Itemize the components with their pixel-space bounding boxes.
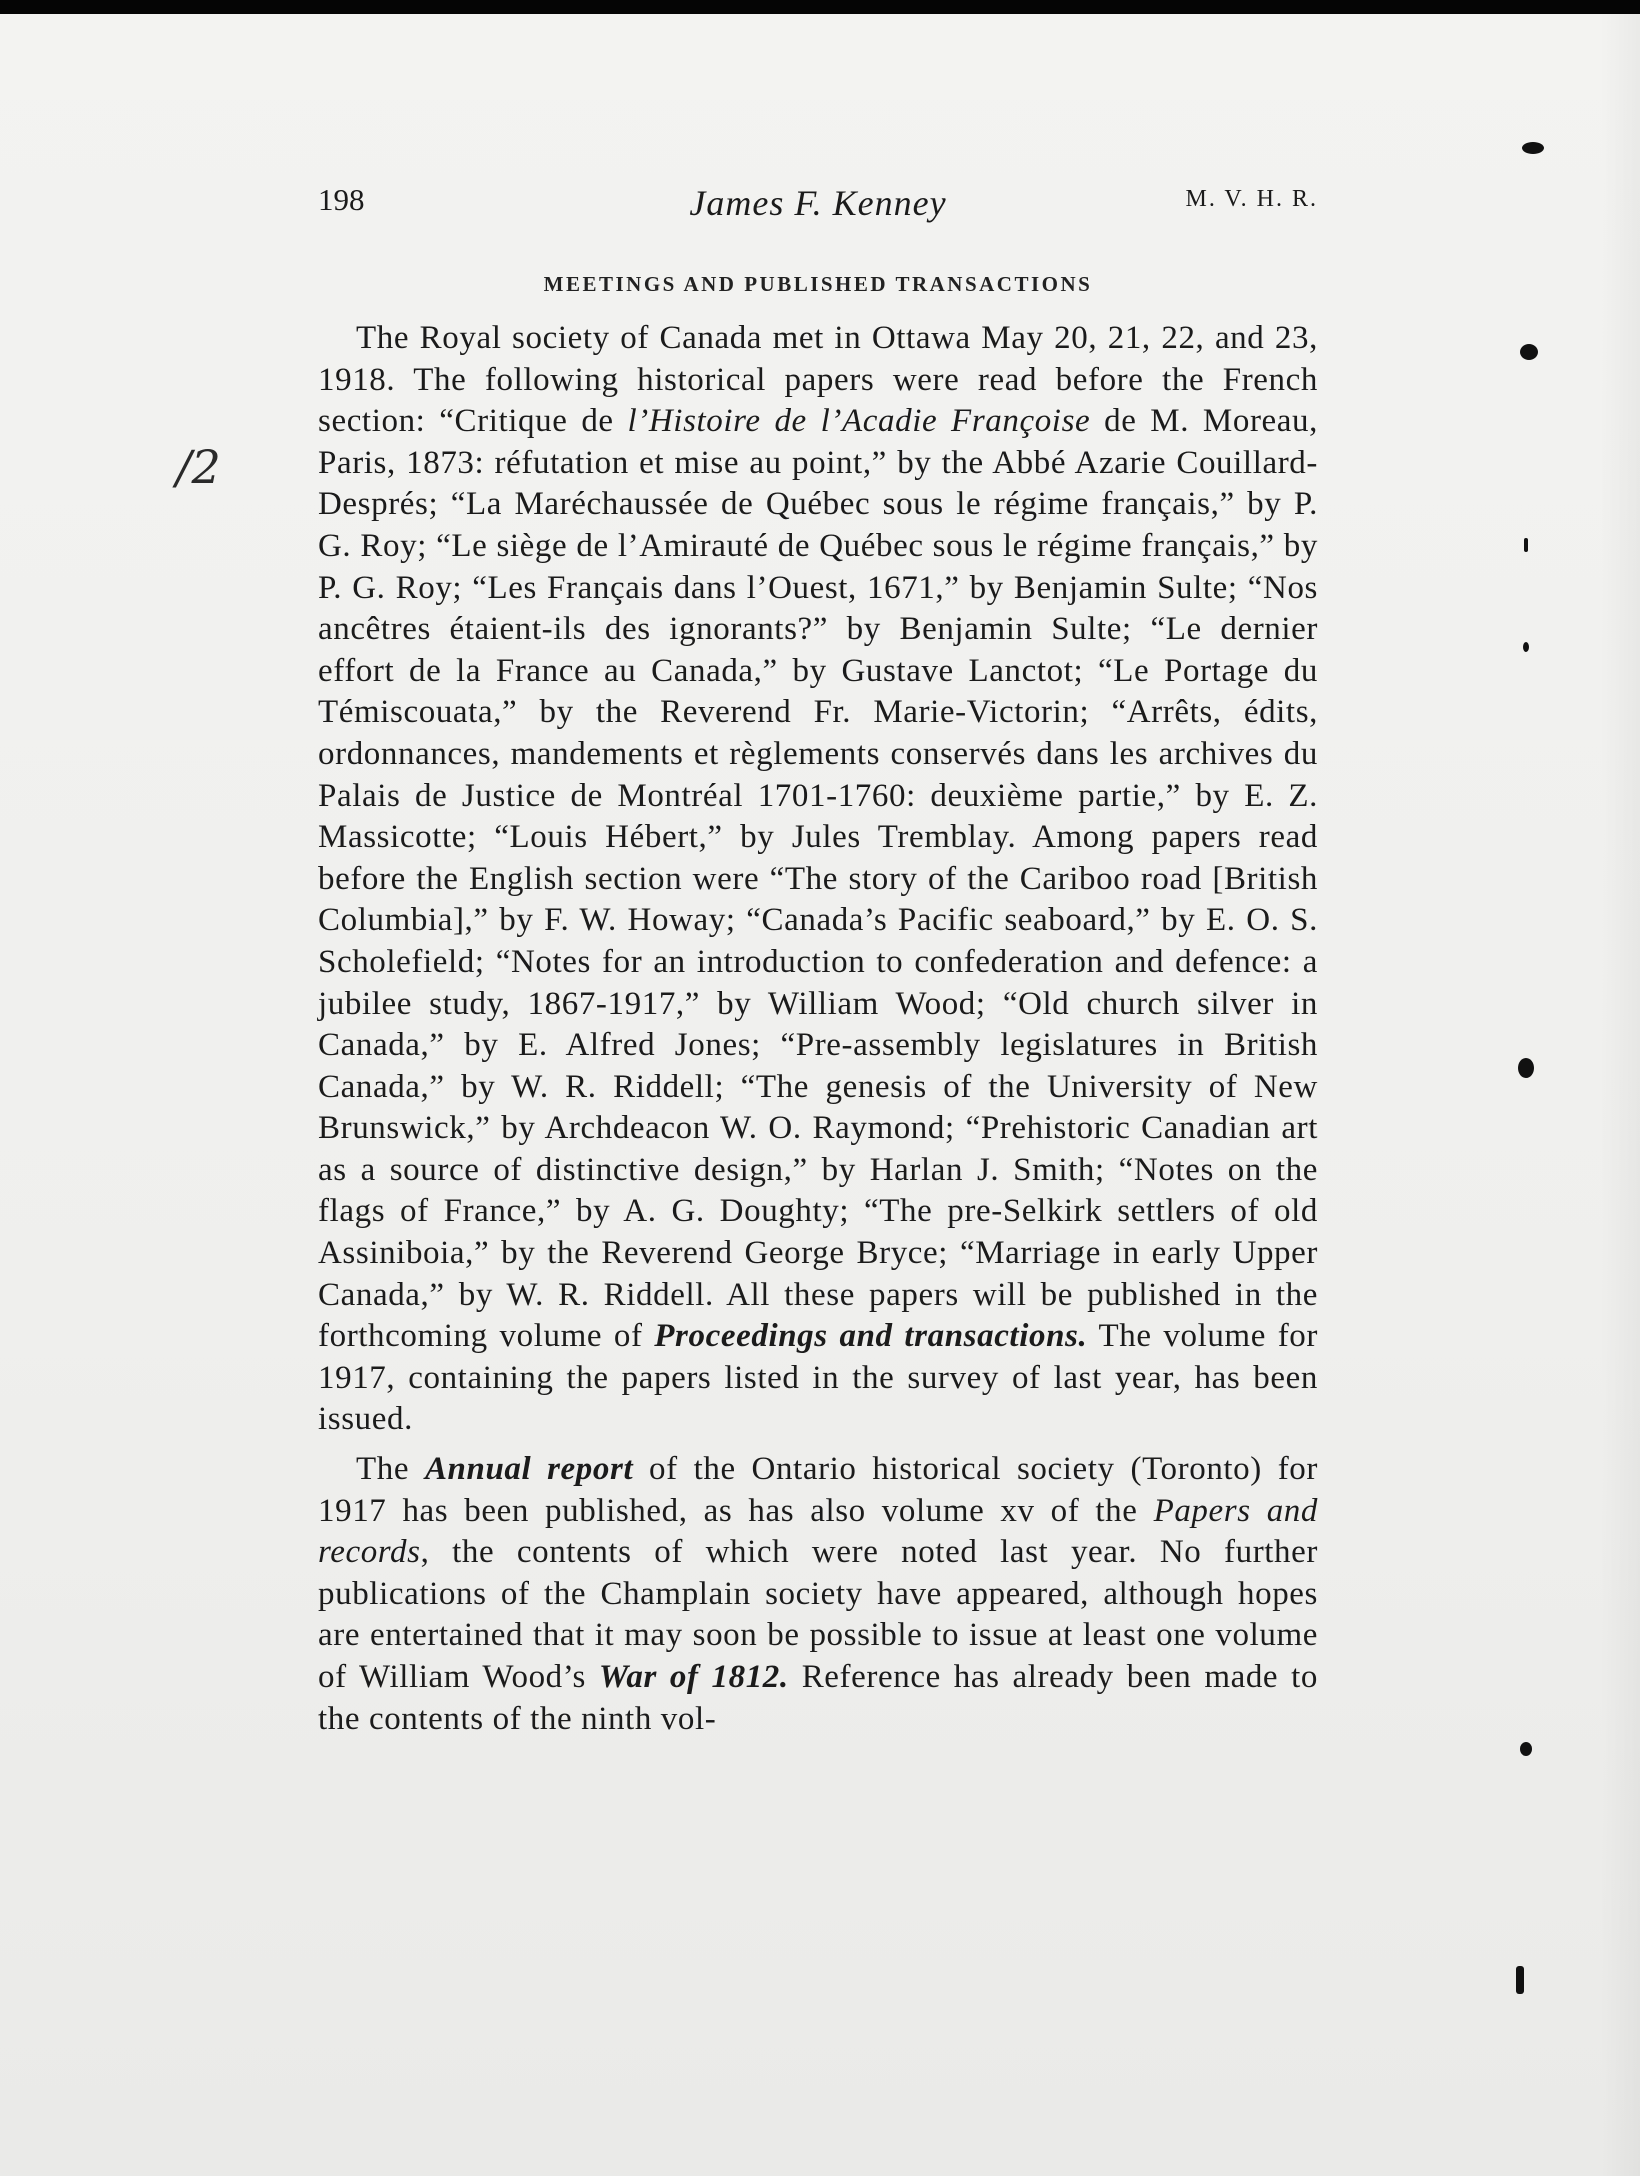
- paragraph-ontario-society: [318, 1449, 1318, 1740]
- italic-title: l’Histoire de l’Acadie Françoise: [627, 403, 1091, 440]
- scan-speck: [1524, 538, 1528, 552]
- scan-speck: [1520, 344, 1538, 360]
- text-run: “Critique de: [439, 403, 628, 440]
- page-number: 198: [318, 182, 365, 217]
- text-run: , the contents of which were noted last year. No further publications of the Champlain society have appeared, although hopes are entertained that it may soon be possible to issue at least one volume of William Wood’s: [318, 1534, 1318, 1695]
- scan-speck: [1522, 142, 1544, 154]
- section-heading: MEETINGS AND PUBLISHED TRANSACTIONS: [543, 272, 1093, 296]
- running-title: James F. Kenney: [689, 183, 947, 223]
- handwritten-margin-note: /2: [176, 440, 221, 494]
- scan-speck: [1516, 1966, 1524, 1994]
- paragraph-royal-society: [318, 318, 1318, 1441]
- italic-title: Proceedings and transactions.: [654, 1318, 1088, 1355]
- page-header: [318, 182, 1318, 232]
- scan-speck: [1518, 1058, 1534, 1078]
- italic-title: Papers and records: [318, 1492, 1318, 1571]
- scan-right-edge-shadow: [1600, 14, 1640, 2176]
- scan-top-border: [0, 0, 1640, 14]
- text-run: de M. Moreau, Paris, 1873: réfutation et mise au point,” by the Abbé Azarie Couillard-Després; “La Maréchaussée de Québec sous le régime français,” by P. G. Roy; “Le siège de l’Amirauté de Québec sous le régime français,” by P. G. Roy; “Les Français dans l’Ouest, 1671,” by Benjamin Sulte; “Nos ancêtres étaient-ils des ignorants?” by Benjamin Sulte; “Le dernier effort de la France au Canada,” by Gustave Lanctot; “Le Portage du Témiscouata,” by the Reverend Fr. Marie-Victorin; “Arrêts, édits, ordonnances, mandements et règlements conservés dans les archives du Palais de Justice de Montréal 1701-1760: deuxième partie,” by E. Z. Massicotte; “Louis Hébert,” by Jules Tremblay. Among papers read before the English section were “The story of the Cariboo road [British Columbia],” by F. W. Howay; “Canada’s Pacific seaboard,” by E. O. S. Scholefield; “Notes for an introduction to confederation and defence: a jubilee study, 1867-1917,” by William Wood; “Old church silver in Canada,” by E. Alfred Jones; “Pre-assembly legislatures in British Canada,” by W. R. Riddell; “The genesis of the University of New Brunswick,” by Archdeacon W. O. Raymond; “Prehistoric Canadian art as a source of distinctive design,” by Harlan J. Smith; “Notes on the flags of France,” by A. G. Doughty; “The pre-Selkirk settlers of old Assiniboia,” by the Reverend George Bryce; “Marriage in early Upper Canada,” by W. R. Riddell. All these papers will be published in the forthcoming volume of: [318, 403, 1318, 1355]
- italic-title: War of 1812.: [598, 1659, 789, 1695]
- article-body: [318, 318, 1318, 1740]
- text-run: of the Ontario historical society (Toronto) for 1917 has been published, as has also volume xv of the: [318, 1451, 1318, 1529]
- scan-speck: [1523, 642, 1529, 652]
- scan-speck: [1520, 1742, 1532, 1756]
- italic-title: Annual report: [424, 1451, 634, 1488]
- text-run: The volume for 1917, containing the papers listed in the survey of last year, has been issued.: [318, 1318, 1318, 1438]
- journal-abbreviation: M. V. H. R.: [1185, 186, 1318, 212]
- text-run: Reference has already been made to the contents of the ninth vol-: [318, 1659, 1318, 1737]
- text-run: The Royal society of Canada met in Ottawa May 20, 21, 22, and 23, 1918. The following historical papers were read before the French section:: [318, 320, 1318, 440]
- text-run: The: [356, 1451, 425, 1488]
